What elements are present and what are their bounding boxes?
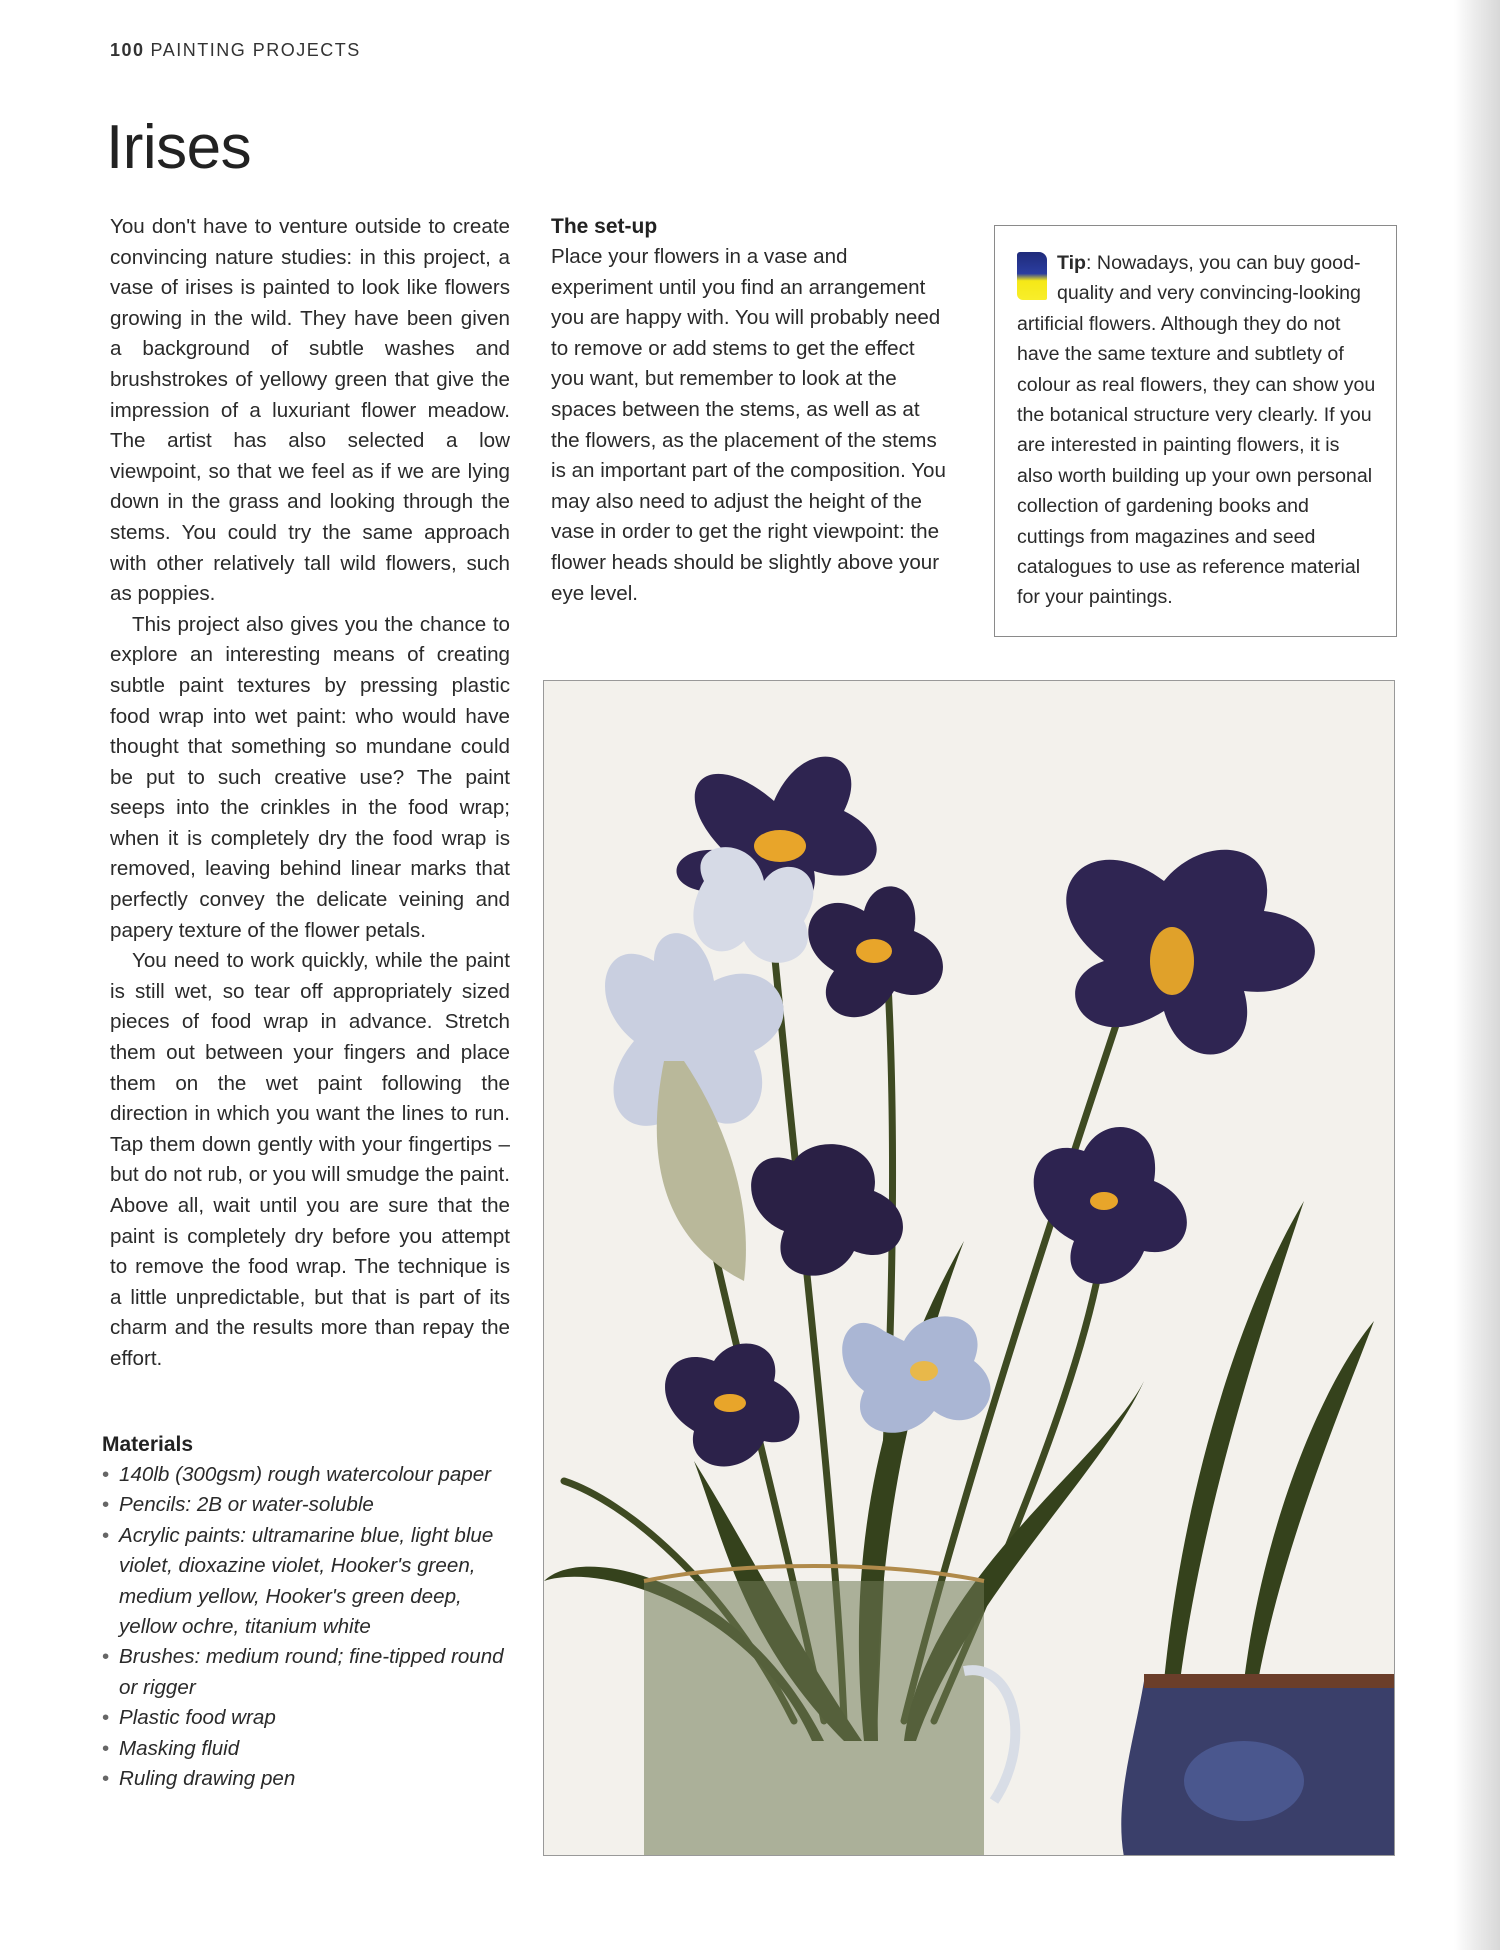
intro-paragraph: You need to work quickly, while the paint is still wet, so tear off appropriately sized pieces of food wrap in advance. Stretch them out between your fingers and place them on the wet paint following the direction in which you want the lines to run. Tap them down gently with your fingertips – but do not rub, or you will smudge the paint. Above all, wait until you are sure that the paint is completely dry before you attempt to remove the food wrap. The technique is a little unpredictable, but that is part of its charm and the results more than repay the effort. bbox=[110, 949, 510, 1370]
intro-column bbox=[110, 212, 510, 1375]
paint-swatch-icon bbox=[1017, 252, 1047, 300]
bullet: • bbox=[102, 1645, 110, 1669]
bullet: • bbox=[102, 1493, 110, 1517]
bullet: • bbox=[102, 1767, 110, 1791]
list-item: • Acrylic paints: ultramarine blue, light blue violet, dioxazine violet, Hooker's green, medium yellow, Hooker's green deep, yellow ochre, titanium white bbox=[102, 1521, 512, 1643]
glass-vase bbox=[644, 1566, 1015, 1856]
section-title: PAINTING PROJECTS bbox=[150, 40, 361, 60]
iris-photo bbox=[543, 680, 1395, 1856]
list-item: • 140lb (300gsm) rough watercolour paper bbox=[102, 1460, 512, 1490]
list-item: • Brushes: medium round; fine-tipped round or rigger bbox=[102, 1642, 512, 1703]
tip-text: : Nowadays, you can buy good-quality and very convincing-looking artificial flowers. Although they do not have the same texture and subtlety of colour as real flowers, they can show you the botanical structure very clearly. If you are interested in painting flowers, it is also worth building up your own personal collection of gardening books and cuttings from magazines and seed catalogues to use as reference material for your paintings. bbox=[1017, 252, 1376, 609]
setup-heading: The set-up bbox=[551, 215, 658, 238]
list-item: • Ruling drawing pen bbox=[102, 1764, 512, 1794]
page-number: 100 bbox=[110, 40, 145, 60]
page-edge-shadow bbox=[1454, 0, 1500, 1950]
intro-paragraph: This project also gives you the chance to explore an interesting means of creating subtle paint textures by pressing plastic food wrap into wet paint: who would have thought that something so mundane could be put to such creative use? The paint seeps into the crinkles in the food wrap; when it is completely dry the food wrap is removed, leaving behind linear marks that perfectly convey the delicate veining and papery texture of the flower petals. bbox=[110, 612, 510, 942]
materials-section bbox=[102, 1430, 512, 1794]
materials-list bbox=[102, 1460, 512, 1794]
bullet: • bbox=[102, 1463, 110, 1486]
tip-label: Tip bbox=[1057, 252, 1087, 274]
setup-section bbox=[551, 212, 951, 609]
iris-illustration bbox=[544, 681, 1395, 1856]
list-item: • Plastic food wrap bbox=[102, 1703, 512, 1733]
setup-text: Place your flowers in a vase and experiment until you find an arrangement you are happy with. You will probably need to remove or add stems to get the effect you want, but remember to look at the spaces between the stems, as well as at the flowers, as the placement of the stems is an important part of the composition. You may also need to adjust the height of the vase in order to get the right viewpoint: the flower heads should be slightly above your eye level. bbox=[551, 245, 946, 605]
ceramic-pot bbox=[1121, 1681, 1395, 1856]
iris-flower bbox=[842, 1316, 990, 1432]
bullet: • bbox=[102, 1523, 110, 1547]
intro-paragraph: You don't have to venture outside to create convincing nature studies: in this project, a vase of irises is painted to look like flowers growing in the wild. They have been given a background of subtle washes and brushstrokes of yellowy green that give the impression of a luxuriant flower meadow. The artist has also selected a low viewpoint, so that we feel as if we are lying down in the grass and looking through the stems. You could try the same approach with other relatively tall wild flowers, such as poppies. bbox=[110, 215, 510, 606]
list-item: • Masking fluid bbox=[102, 1734, 512, 1764]
list-item: • Pencils: 2B or water-soluble bbox=[102, 1490, 512, 1520]
page-title: Irises bbox=[106, 113, 252, 182]
materials-heading: Materials bbox=[102, 1433, 194, 1456]
bullet: • bbox=[102, 1706, 110, 1730]
running-head bbox=[110, 40, 361, 61]
tip-box bbox=[994, 225, 1397, 637]
bullet: • bbox=[102, 1736, 110, 1760]
